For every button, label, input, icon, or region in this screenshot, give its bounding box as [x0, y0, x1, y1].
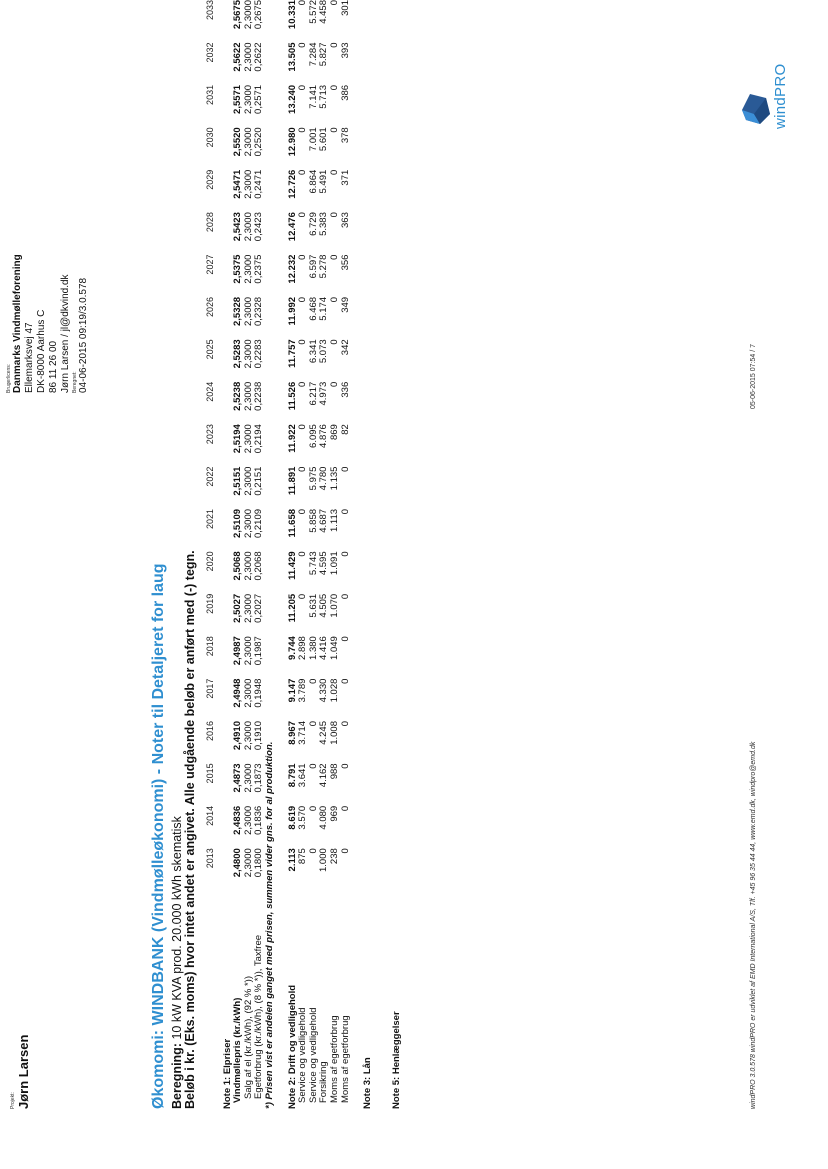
note1-cell: 0,2194 — [253, 424, 265, 454]
note2-cell: 4.458 — [318, 0, 330, 24]
note2-cell: 1.008 — [328, 721, 340, 745]
note2-cell: 11.992 — [286, 296, 298, 326]
note2-cell: 0 — [297, 593, 309, 600]
org-address2: DK-8000 Aarhus C — [36, 309, 47, 393]
note2-cell: 8.791 — [286, 763, 298, 788]
note2-row-label: Forsikring — [318, 1061, 330, 1103]
year-header: 2023 — [205, 424, 215, 445]
note1-cell: 0,2151 — [253, 466, 265, 496]
note1-cell: 2,5027 — [232, 593, 244, 623]
note2-cell: 0 — [297, 508, 309, 515]
note2-cell: 11.205 — [286, 593, 298, 623]
note2-cell: 869 — [328, 424, 340, 441]
note2-cell: 2.898 — [297, 636, 309, 660]
note1-cell: 2,5068 — [232, 551, 244, 581]
note2-cell: 12.232 — [286, 254, 298, 284]
note2-cell: 5.631 — [307, 593, 319, 618]
org-address1: Ellemarksvej 47 — [24, 322, 35, 393]
note2-cell: 0 — [297, 381, 309, 388]
note5-heading: Note 5: Henlæggelser — [390, 1011, 402, 1109]
note2-cell: 0 — [339, 636, 351, 642]
note2-cell: 0 — [297, 127, 309, 133]
spacer-row — [351, 0, 363, 1109]
note1-cell: 0,2328 — [253, 296, 265, 326]
note2-cell: 3.641 — [297, 763, 309, 788]
note2-cell: 11.526 — [286, 381, 298, 411]
note2-cell: 1.380 — [307, 636, 319, 660]
note2-cell: 0 — [339, 508, 351, 515]
note2-cell: 11.757 — [286, 339, 298, 368]
calc-subtitle-label: Beregning: — [170, 1043, 184, 1109]
note2-cell: 5.975 — [307, 466, 319, 491]
note3-heading-row — [363, 0, 374, 1109]
note2-cell: 4.876 — [318, 424, 330, 448]
year-header: 2013 — [205, 848, 215, 869]
page-title: Økomomi: WINDBANK (Vindmølleøkonomi) - Noter til Detaljeret for laug — [150, 563, 167, 1109]
note1-cell: 2,3000 — [242, 424, 254, 454]
note1-cell: 2,4910 — [232, 721, 244, 751]
note1-cell: 0,2283 — [253, 339, 265, 369]
note5-heading-row — [392, 0, 403, 1109]
note1-cell: 2,5622 — [232, 42, 244, 72]
note2-cell: 5.383 — [318, 212, 330, 236]
note2-cell: 5.858 — [307, 508, 319, 533]
note2-cell: 342 — [339, 339, 351, 356]
note1-footnote-row — [265, 0, 276, 1109]
note2-cell: 4.416 — [318, 636, 330, 660]
note2-cell: 12.476 — [286, 212, 298, 242]
note2-data-row — [341, 0, 352, 1109]
note1-cell: 2,3000 — [242, 127, 254, 157]
note2-data-row — [330, 0, 341, 1109]
note2-cell: 3.714 — [297, 721, 309, 745]
note2-row-label: Service og vedligehold — [307, 1007, 319, 1103]
note2-cell: 7.001 — [307, 127, 319, 152]
note2-cell: 0 — [328, 254, 340, 260]
note2-cell: 6.341 — [307, 339, 319, 364]
note1-cell: 0,1873 — [253, 763, 265, 793]
note2-cell: 875 — [297, 848, 309, 865]
note2-cell: 0 — [297, 424, 309, 430]
note1-row-label: Salg af el (kr./kWh), (92 % *)) — [242, 975, 254, 1099]
note2-cell: 11.429 — [286, 551, 298, 580]
note2-cell: 0 — [307, 721, 319, 727]
note2-cell: 0 — [339, 678, 351, 684]
note2-cell: 6.217 — [307, 381, 319, 406]
note1-cell: 2,3000 — [242, 84, 254, 114]
note2-cell: 0 — [328, 127, 340, 133]
note2-cell: 7.141 — [307, 84, 319, 109]
note2-cell: 0 — [307, 805, 319, 812]
note1-cell: 0,2622 — [253, 42, 265, 72]
note2-cell: 13.505 — [286, 42, 298, 72]
note2-cell: 4.162 — [318, 763, 330, 788]
note2-cell: 3.789 — [297, 678, 309, 703]
note2-cell: 9.147 — [286, 678, 298, 703]
note1-cell: 2,5109 — [232, 508, 244, 539]
note1-cell: 2,3000 — [242, 848, 254, 878]
note2-cell: 5.827 — [318, 42, 330, 67]
note2-cell: 0 — [328, 296, 340, 303]
note1-cell: 2,3000 — [242, 508, 254, 539]
spacer-cell — [351, 0, 363, 1109]
note2-cell: 0 — [328, 84, 340, 91]
note1-cell: 0,1800 — [253, 848, 265, 878]
note2-cell: 6.597 — [307, 254, 319, 279]
note1-cell: 0,1987 — [253, 636, 265, 666]
note1-cell: 2,5151 — [232, 466, 244, 496]
user-license-block — [6, 254, 90, 393]
project-name: Jørn Larsen — [16, 1034, 31, 1109]
year-header: 2017 — [205, 678, 215, 699]
note2-cell: 6.095 — [307, 424, 319, 448]
note2-cell: 5.601 — [318, 127, 330, 152]
year-header: 2014 — [205, 805, 215, 826]
spacer-cell — [276, 0, 288, 1109]
note2-cell: 969 — [328, 805, 340, 822]
note1-cell: 2,3000 — [242, 212, 254, 242]
note2-cell: 0 — [339, 805, 351, 812]
note2-cell: 4.330 — [318, 678, 330, 703]
note1-cell: 0,1910 — [253, 721, 265, 751]
note2-cell: 1.000 — [318, 848, 330, 872]
note2-cell: 4.080 — [318, 805, 330, 830]
note2-cell: 5.743 — [307, 551, 319, 576]
year-header: 2018 — [205, 636, 215, 657]
note1-cell: 2,3000 — [242, 636, 254, 666]
note1-cell: 0,2675 — [253, 0, 265, 30]
note2-cell: 4.780 — [318, 466, 330, 491]
note1-cell: 2,3000 — [242, 296, 254, 326]
calc-date: 04-06-2015 09:19/3.0.578 — [78, 277, 89, 393]
note2-cell: 0 — [328, 339, 340, 345]
note1-cell: 2,5675 — [232, 0, 244, 30]
note1-cell: 2,3000 — [242, 339, 254, 369]
header-label-cell — [205, 891, 223, 1109]
note1-cell: 2,3000 — [242, 763, 254, 793]
note1-cell: 2,3000 — [242, 466, 254, 496]
note2-cell: 0 — [328, 381, 340, 388]
note2-cell: 5.278 — [318, 254, 330, 279]
note2-cell: 12.980 — [286, 127, 298, 157]
note1-cell: 2,3000 — [242, 551, 254, 581]
note1-cell: 0,2375 — [253, 254, 265, 284]
note1-cell: 0,2520 — [253, 127, 265, 157]
note2-cell: 336 — [339, 381, 351, 398]
note2-cell: 8.967 — [286, 721, 298, 745]
note1-cell: 0,2471 — [253, 169, 265, 199]
note2-row-label: Moms af egetforbrug — [339, 1015, 351, 1103]
note1-cell: 2,4836 — [232, 805, 244, 835]
year-header: 2033 — [205, 0, 215, 21]
note2-row-label: Moms af egetforbrug — [328, 1015, 340, 1103]
note2-cell: 0 — [339, 721, 351, 727]
note2-cell: 393 — [339, 42, 351, 59]
note2-cell: 4.973 — [318, 381, 330, 406]
note1-cell: 2,3000 — [242, 254, 254, 284]
note1-cell: 2,5283 — [232, 339, 244, 369]
note2-cell: 1.028 — [328, 678, 340, 703]
year-header: 2025 — [205, 339, 215, 360]
note1-cell: 2,3000 — [242, 42, 254, 72]
note2-cell: 5.713 — [318, 84, 330, 109]
note1-cell: 2,5423 — [232, 212, 244, 242]
note2-cell: 0 — [297, 42, 309, 48]
note2-cell: 0 — [297, 466, 309, 472]
note1-cell: 2,5375 — [232, 254, 244, 284]
note2-cell: 1.091 — [328, 551, 340, 576]
note2-cell: 371 — [339, 169, 351, 186]
note2-cell: 0 — [339, 848, 351, 854]
note2-cell: 0 — [297, 339, 309, 345]
user-label: Brugerlicens: — [6, 363, 12, 393]
note1-heading: Note 1: Elpriser — [221, 1038, 233, 1109]
note2-cell: 2.113 — [286, 848, 298, 872]
calc-label: Beregnet: — [72, 371, 78, 393]
note2-cell: 0 — [328, 212, 340, 218]
note2-cell: 4.245 — [318, 721, 330, 745]
note2-cell: 5.174 — [318, 296, 330, 321]
org-name: Danmarks Vindmølleforening — [12, 254, 23, 393]
note3-heading: Note 3: Lån — [362, 1057, 374, 1109]
year-header: 2015 — [205, 763, 215, 784]
note2-cell: 0 — [339, 593, 351, 600]
notes-table — [205, 0, 402, 1109]
year-header: 2028 — [205, 212, 215, 233]
note2-cell: 0 — [339, 466, 351, 472]
note2-cell: 4.505 — [318, 593, 330, 618]
note2-cell: 0 — [307, 763, 319, 769]
note2-cell: 3.570 — [297, 805, 309, 830]
note2-cell: 0 — [297, 254, 309, 260]
note2-cell: 9.744 — [286, 636, 298, 660]
note2-cell: 1.113 — [328, 508, 340, 533]
note2-cell: 356 — [339, 254, 351, 271]
note2-cell: 11.658 — [286, 508, 298, 538]
note2-cell: 13.240 — [286, 84, 298, 114]
note2-cell: 1.070 — [328, 593, 340, 618]
footer-left: windPRO 3.0.578 windPRO er udviklet af EMD International A/S, Tlf. +45 96 35 44 44, www.emd.dk, windpro@emd.dk — [750, 741, 757, 1109]
note2-cell: 0 — [297, 169, 309, 176]
year-header-row — [205, 0, 223, 1109]
windpro-logo-icon — [740, 92, 772, 134]
year-header: 2027 — [205, 254, 215, 275]
note1-cell: 2,4948 — [232, 678, 244, 708]
note2-cell: 0 — [297, 0, 309, 6]
amount-note: Beløb i kr. (Eks. moms) hvor intet andet er angivet. Alle udgående beløb er anført med (-) tegn. — [183, 550, 197, 1109]
note1-cell: 0,2238 — [253, 381, 265, 411]
year-header: 2019 — [205, 593, 215, 614]
note2-cell: 301 — [339, 0, 351, 16]
note2-cell: 0 — [328, 169, 340, 176]
note2-cell: 349 — [339, 296, 351, 313]
note1-cell: 2,3000 — [242, 381, 254, 411]
note1-cell: 2,4873 — [232, 763, 244, 793]
spacer-cell — [374, 0, 392, 1109]
note2-cell: 1.049 — [328, 636, 340, 660]
calc-subtitle — [170, 816, 184, 1109]
note2-cell: 0 — [297, 84, 309, 91]
note2-cell: 6.468 — [307, 296, 319, 321]
note1-cell: 2,5328 — [232, 296, 244, 326]
note1-row-label: Vindmøllepris (kr./kWh) — [232, 997, 244, 1103]
note2-cell: 4.595 — [318, 551, 330, 576]
note2-cell: 0 — [297, 212, 309, 218]
note2-cell: 378 — [339, 127, 351, 144]
note2-cell: 12.726 — [286, 169, 298, 199]
note2-cell: 0 — [328, 42, 340, 48]
note2-cell: 238 — [328, 848, 340, 865]
note2-cell: 988 — [328, 763, 340, 780]
note2-cell: 1.135 — [328, 466, 340, 491]
note2-heading: Note 2: Drift og vedligehold — [286, 984, 298, 1109]
windpro-brand-text: windPRO — [772, 63, 789, 129]
note1-cell: 2,3000 — [242, 721, 254, 751]
calc-subtitle-text: 10 kW KVA prod. 20.000 kWh skematisk — [170, 816, 184, 1044]
note1-cell: 2,3000 — [242, 169, 254, 199]
note2-cell: 0 — [297, 296, 309, 303]
year-header: 2020 — [205, 551, 215, 572]
spacer-row — [276, 0, 288, 1109]
note2-cell: 11.922 — [286, 424, 298, 453]
note1-cell: 0,2423 — [253, 212, 265, 242]
note2-cell: 0 — [328, 0, 340, 6]
note2-cell: 6.864 — [307, 169, 319, 194]
spacer-row — [374, 0, 392, 1109]
note1-cell: 2,4987 — [232, 636, 244, 666]
note1-cell: 0,2027 — [253, 593, 265, 623]
note2-cell: 363 — [339, 212, 351, 228]
note1-footnote: *) Prisen vist er andelen ganget med prisen, summen vider gns. for al produktion. — [263, 741, 275, 1109]
year-header: 2029 — [205, 169, 215, 190]
note1-cell: 2,4800 — [232, 848, 244, 878]
note1-cell: 2,5571 — [232, 84, 244, 114]
note1-cell: 2,5520 — [232, 127, 244, 157]
note2-cell: 82 — [339, 424, 351, 435]
note1-cell: 2,3000 — [242, 0, 254, 30]
note1-cell: 0,1836 — [253, 805, 265, 835]
note1-cell: 2,3000 — [242, 805, 254, 835]
org-phone: 86 11 26 00 — [48, 340, 59, 393]
note2-cell: 10.331 — [286, 0, 298, 30]
note1-cell: 2,5238 — [232, 381, 244, 411]
note2-cell: 0 — [307, 848, 319, 854]
year-header: 2021 — [205, 508, 215, 529]
year-header: 2026 — [205, 296, 215, 317]
year-header: 2016 — [205, 721, 215, 742]
note1-row-label: Egetforbrug (kr./kWh), (8 % *)), Taxfree — [253, 934, 265, 1099]
notes-table-wrapper — [205, 0, 402, 1109]
note2-row-label: Service og vedligehold — [297, 1007, 309, 1103]
note1-cell: 2,3000 — [242, 678, 254, 708]
note1-cell: 2,3000 — [242, 593, 254, 623]
note2-cell: 5.572 — [307, 0, 319, 24]
footer-date: 05-06-2015 07:54 / 7 — [750, 344, 757, 409]
note1-cell: 0,2571 — [253, 84, 265, 114]
note1-cell: 0,2109 — [253, 508, 265, 539]
project-label: Projekt: — [10, 1092, 16, 1109]
note2-cell: 0 — [339, 763, 351, 769]
note2-cell: 0 — [339, 551, 351, 557]
note1-cell: 2,5471 — [232, 169, 244, 199]
note2-cell: 6.729 — [307, 212, 319, 236]
year-header: 2024 — [205, 381, 215, 402]
note2-cell: 0 — [307, 678, 319, 684]
year-header: 2022 — [205, 466, 215, 487]
note2-cell: 386 — [339, 84, 351, 101]
note1-cell: 0,1948 — [253, 678, 265, 708]
year-header: 2030 — [205, 127, 215, 148]
note2-cell: 4.687 — [318, 508, 330, 533]
note2-cell: 7.284 — [307, 42, 319, 67]
note2-cell: 8.619 — [286, 805, 298, 830]
note1-cell: 0,2068 — [253, 551, 265, 581]
year-header: 2032 — [205, 42, 215, 63]
note2-cell: 5.491 — [318, 169, 330, 194]
note2-cell: 11.891 — [286, 466, 298, 496]
note2-cell: 5.073 — [318, 339, 330, 364]
org-contact: Jørn Larsen / jl@dkvind.dk — [60, 274, 71, 393]
note2-cell: 0 — [297, 551, 309, 557]
year-header: 2031 — [205, 84, 215, 105]
note1-cell: 2,5194 — [232, 424, 244, 454]
